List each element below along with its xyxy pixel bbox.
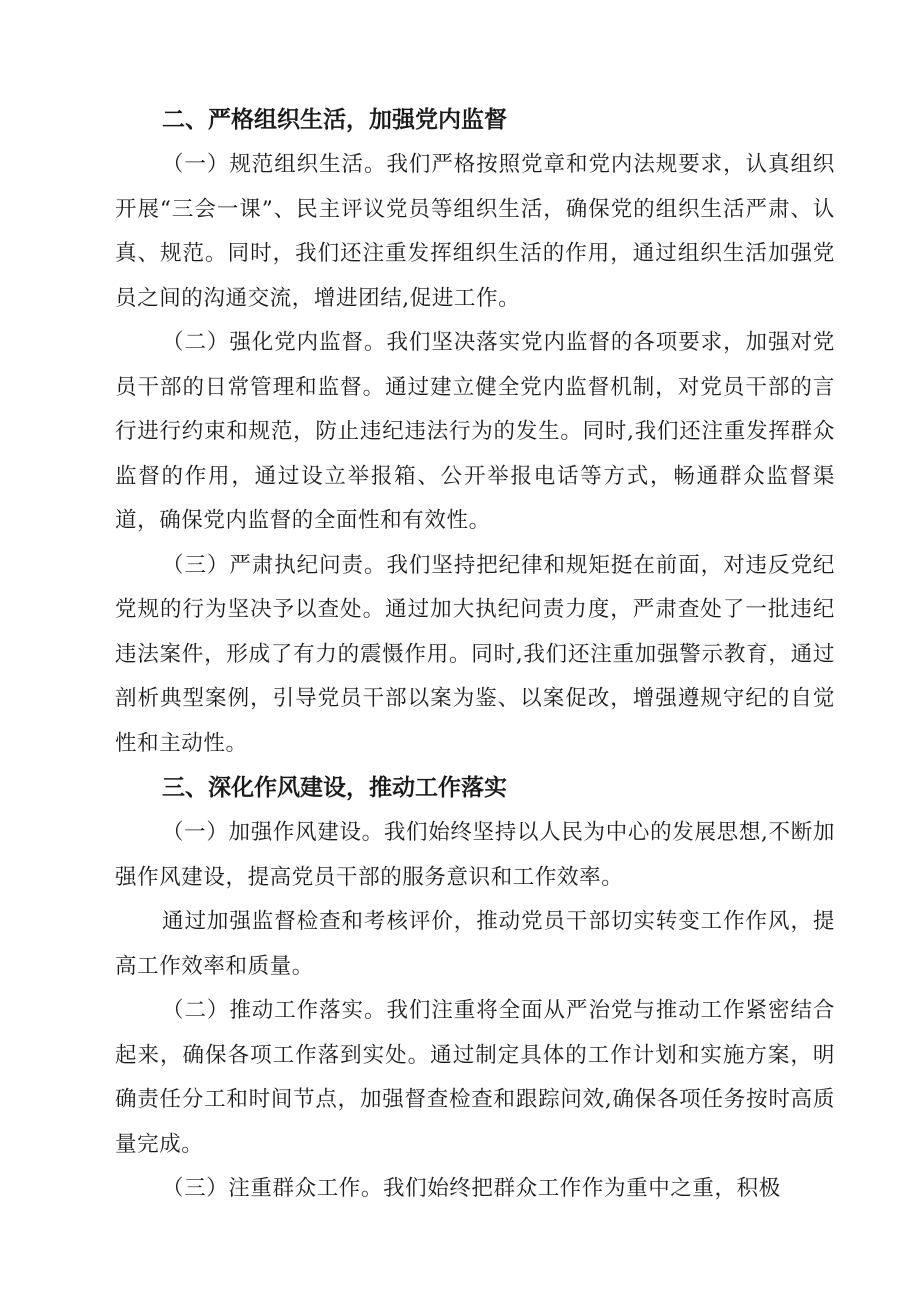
paragraph: （一）规范组织生活。我们严格按照党章和党内法规要求，认真组织开展“三会一课”、民主评议党员等组织生活，确保党的组织生活严肃、认真、规范。同时，我们还注重发挥组织生活的作用，通过组织生活加强党员之间的沟通交流，增进团结,促进工作。 (115, 152, 835, 311)
paragraph: （一）加强作风建设。我们始终坚持以人民为中心的发展思想,不断加强作风建设，提高党员干部的服务意识和工作效率。 (115, 820, 835, 890)
paragraph: 通过加强监督检查和考核评价，推动党员干部切实转变工作作风，提高工作效率和质量。 (115, 909, 835, 979)
paragraph: （二）强化党内监督。我们坚决落实党内监督的各项要求，加强对党员干部的日常管理和监督。通过建立健全党内监督机制，对党员干部的言行进行约束和规范，防止违纪违法行为的发生。同时,我们还注重发挥群众监督的作用，通过设立举报箱、公开举报电话等方式，畅通群众监督渠道，确保党内监督的全面性和有效性。 (115, 330, 835, 533)
paragraph: （三）注重群众工作。我们始终把群众工作作为重中之重，积极 (162, 1176, 781, 1201)
paragraph: （二）推动工作落实。我们注重将全面从严治党与推动工作紧密结合起来，确保各项工作落到实处。通过制定具体的工作计划和实施方案，明确责任分工和时间节点，加强督查检查和跟踪问效,确保各项任务按时高质量完成。 (115, 998, 835, 1157)
section-heading-3: 三、深化作风建设，推动工作落实 (162, 775, 507, 801)
section-heading-2: 二、严格组织生活，加强党内监督 (162, 107, 507, 133)
paragraph: （三）严肃执纪问责。我们坚持把纪律和规矩挺在前面，对违反党纪党规的行为坚决予以查处。通过加大执纪问责力度，严肃查处了一批违纪违法案件，形成了有力的震慑作用。同时,我们还注重加强警示教育，通过剖析典型案例，引导党员干部以案为鉴、以案促改，增强遵规守纪的自觉性和主动性。 (115, 552, 835, 756)
document-body (115, 98, 835, 1212)
